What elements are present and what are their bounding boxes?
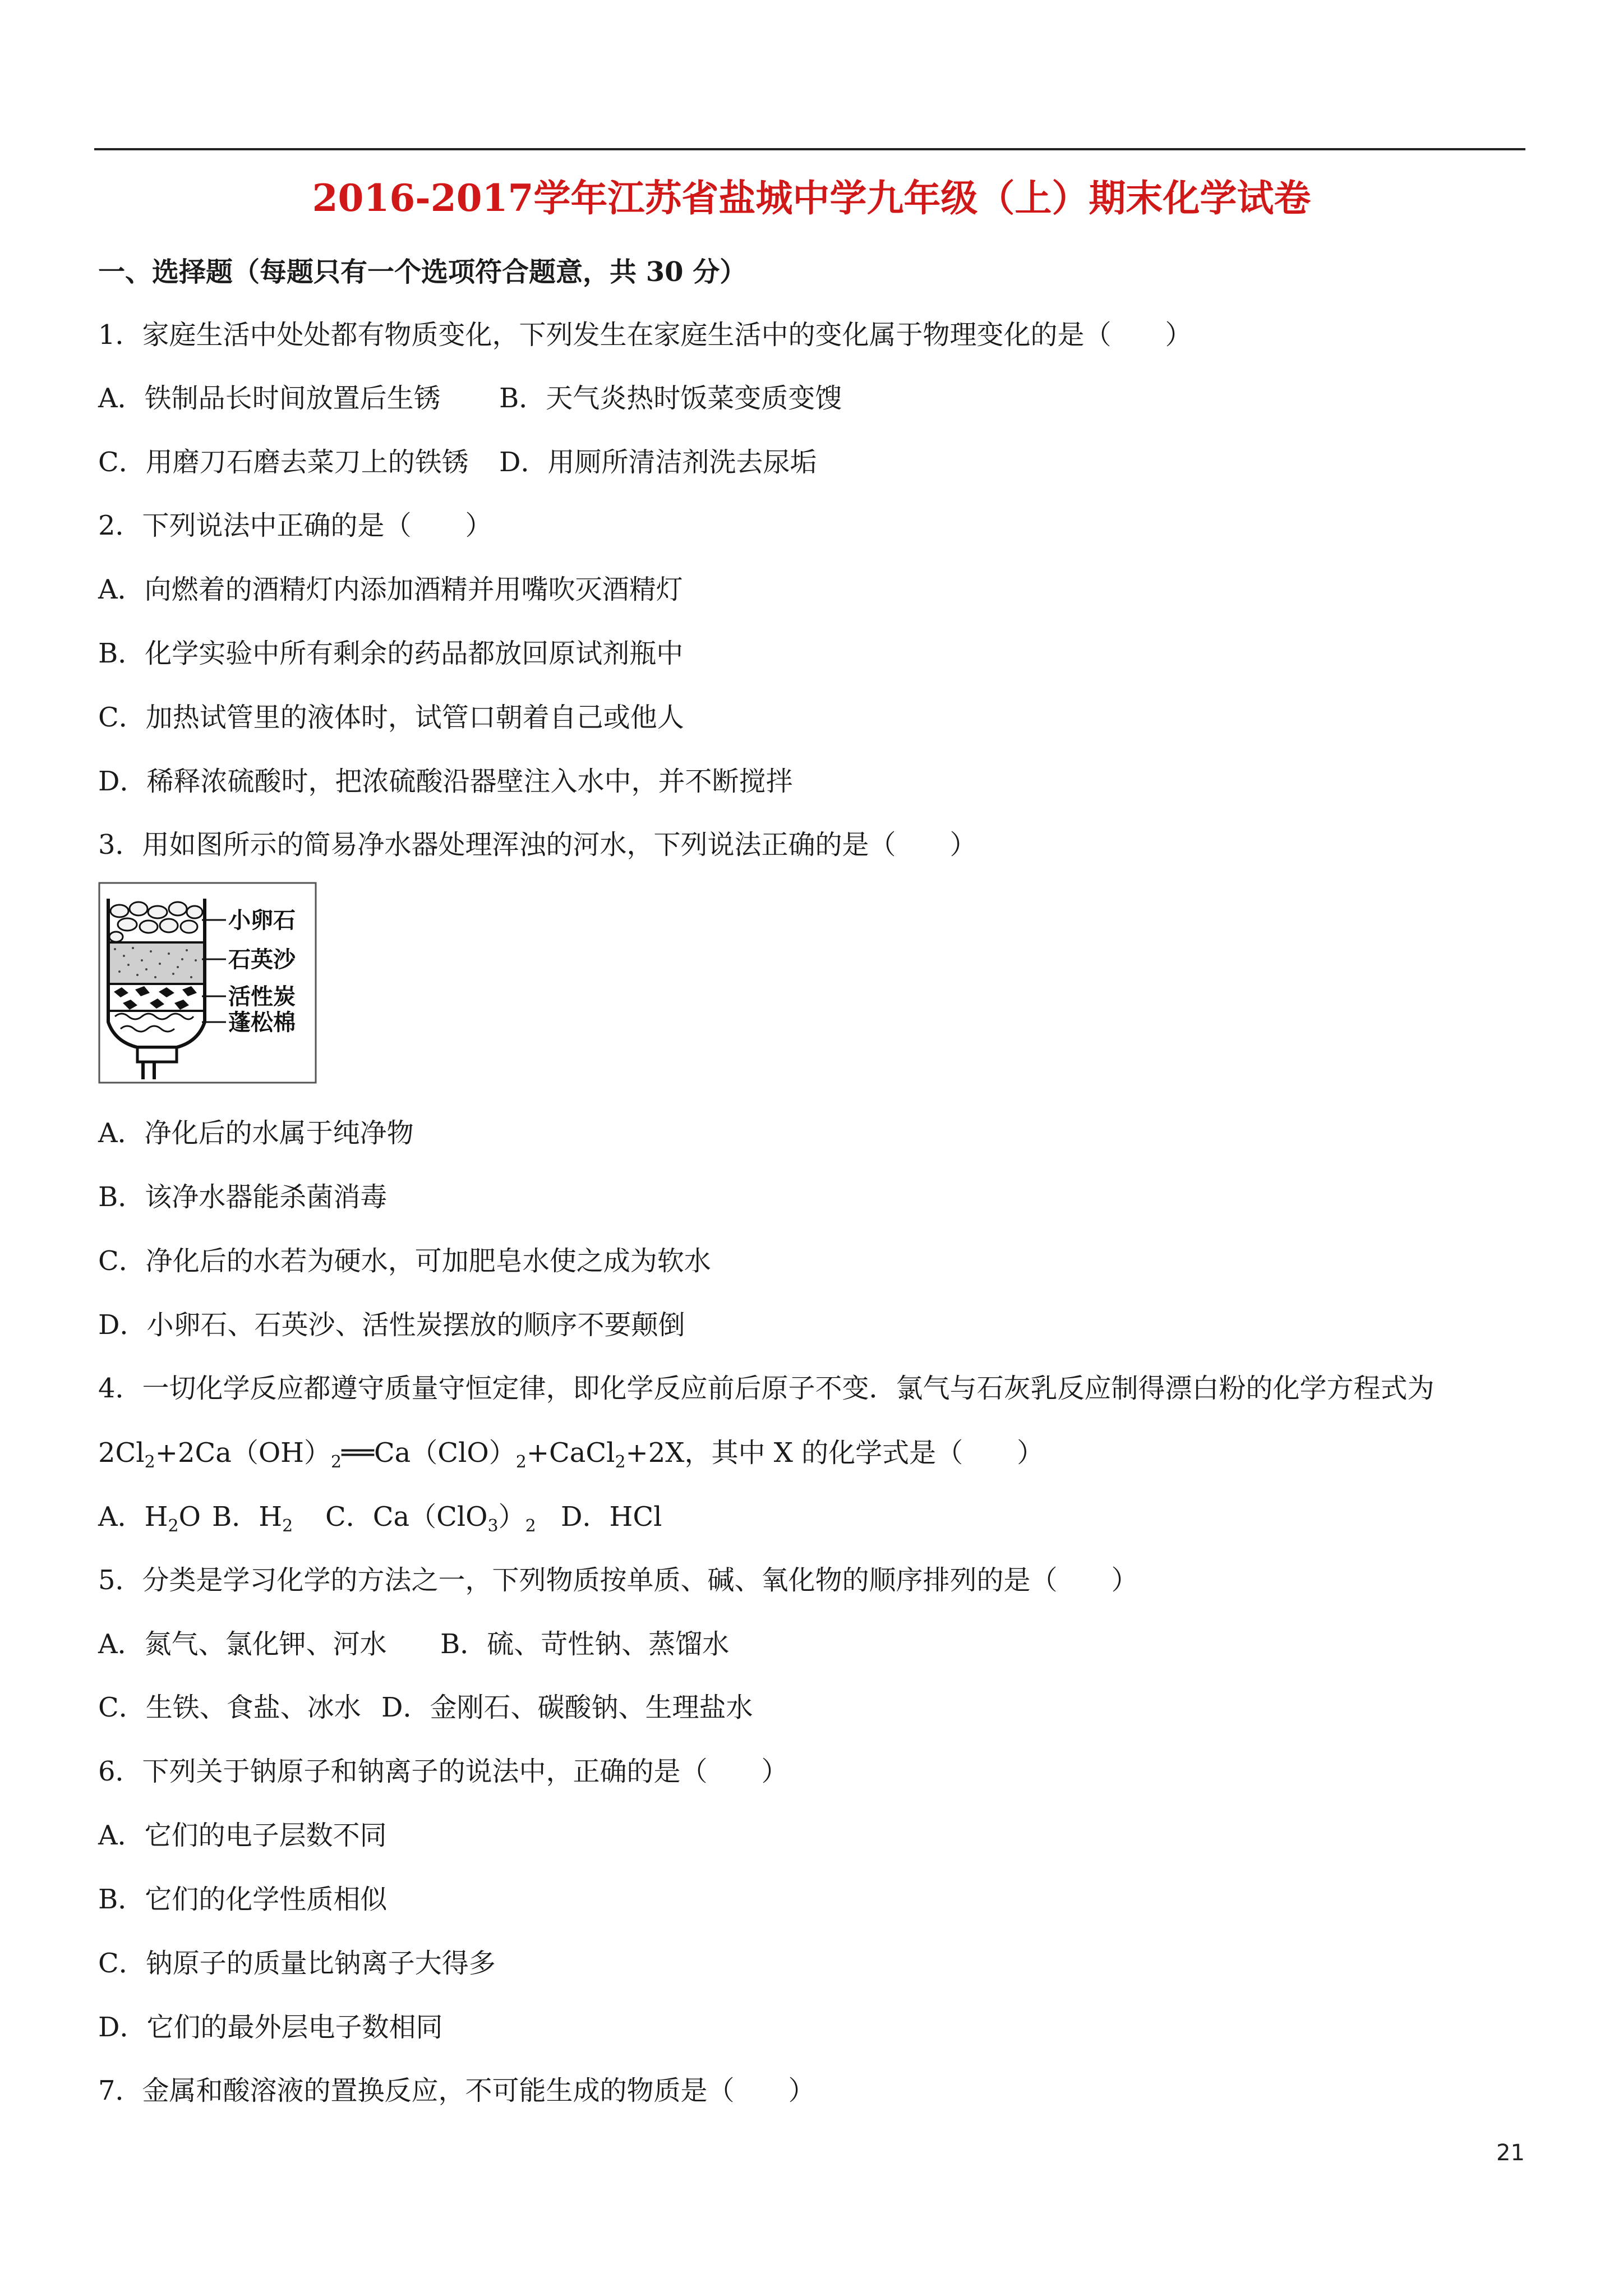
question-5-option-a: A．氮气、氯化钾、河水: [98, 1628, 387, 1660]
question-1-option-b: B．天气炎热时饭菜变质变馊: [499, 383, 842, 414]
page-number: 21: [1496, 2140, 1525, 2166]
question-6-stem: 6．下列关于钠原子和钠离子的说法中，正确的是（ ）: [98, 1756, 789, 1787]
question-5-option-b: B．硫、苛性钠、蒸馏水: [440, 1628, 730, 1660]
figure-label-activated-carbon: 活性炭: [228, 983, 296, 1010]
question-2-option-a: A．向燃着的酒精灯内添加酒精并用嘴吹灭酒精灯: [98, 574, 683, 605]
question-4-equation: [98, 1436, 1044, 1470]
header-rule: [94, 148, 1525, 150]
option-text: C．Ca（ClO: [325, 1501, 488, 1533]
question-3-option-a: A．净化后的水属于纯净物: [98, 1117, 414, 1149]
figure-label-quartz-sand: 石英沙: [228, 946, 296, 973]
question-4-option-c: [325, 1500, 536, 1534]
question-3-option-c: C．净化后的水若为硬水，可加肥皂水使之成为软水: [98, 1245, 711, 1277]
equation-part: +2Ca（OH）: [155, 1437, 331, 1469]
equation-part: 2Cl: [98, 1437, 145, 1469]
subscript: 2: [168, 1516, 179, 1536]
question-1-option-a: A．铁制品长时间放置后生锈: [98, 383, 441, 414]
option-text: B．H: [212, 1501, 283, 1533]
question-6-option-b: B．它们的化学性质相似: [98, 1884, 388, 1915]
section-heading: 一、选择题（每题只有一个选项符合题意，共 30 分）: [98, 256, 747, 288]
equation-part: +CaCl: [526, 1437, 615, 1469]
question-1-stem: 1．家庭生活中处处都有物质变化，下列发生在家庭生活中的变化属于物理变化的是（ ）: [98, 319, 1192, 351]
question-6-option-c: C．钠原子的质量比钠离子大得多: [98, 1948, 496, 1979]
option-text: O: [178, 1501, 201, 1533]
subscript: 2: [615, 1452, 626, 1472]
question-5-option-d: D．金刚石、碳酸钠、生理盐水: [381, 1692, 753, 1723]
question-3-stem: 3．用如图所示的简易净水器处理浑浊的河水，下列说法正确的是（ ）: [98, 829, 977, 861]
question-1-option-d: D．用厕所清洁剂洗去尿垢: [499, 447, 817, 478]
figure-label-pebbles: 小卵石: [228, 907, 296, 933]
question-3-option-d: D．小卵石、石英沙、活性炭摆放的顺序不要颠倒: [98, 1309, 685, 1341]
question-4-option-b: [212, 1500, 293, 1534]
question-5-stem: 5．分类是学习化学的方法之一，下列物质按单质、碱、氧化物的顺序排列的是（ ）: [98, 1565, 1138, 1596]
option-text: A．H: [98, 1501, 168, 1533]
question-6-option-d: D．它们的最外层电子数相同: [98, 2012, 443, 2043]
question-2-option-b: B．化学实验中所有剩余的药品都放回原试剂瓶中: [98, 638, 684, 669]
question-1-option-c: C．用磨刀石磨去菜刀上的铁锈: [98, 447, 469, 478]
question-6-option-a: A．它们的电子层数不同: [98, 1820, 387, 1851]
question-2-option-c: C．加热试管里的液体时，试管口朝着自己或他人: [98, 702, 684, 733]
figure-label-cotton: 蓬松棉: [228, 1009, 296, 1036]
subscript: 2: [144, 1452, 155, 1472]
subscript: 2: [515, 1452, 527, 1472]
subscript: 2: [282, 1516, 293, 1536]
water-purifier-figure: [98, 882, 317, 1084]
question-4-option-d: D．HCl: [561, 1501, 662, 1533]
subscript: 2: [331, 1452, 342, 1472]
page-title: 2016-2017学年江苏省盐城中学九年级（上）期末化学试卷: [312, 176, 1311, 220]
question-7-stem: 7．金属和酸溶液的置换反应，不可能生成的物质是（ ）: [98, 2075, 815, 2106]
equation-part: +2X，其中 X 的化学式是（ ）: [625, 1437, 1044, 1469]
question-2-stem: 2．下列说法中正确的是（ ）: [98, 510, 492, 541]
question-5-option-c: C．生铁、食盐、冰水: [98, 1692, 361, 1723]
option-text: ）: [498, 1501, 525, 1533]
subscript: 2: [525, 1516, 536, 1536]
question-2-option-d: D．稀释浓硫酸时，把浓硫酸沿器壁注入水中，并不断搅拌: [98, 766, 793, 797]
question-3-option-b: B．该净水器能杀菌消毒: [98, 1181, 388, 1213]
question-4-option-a: [98, 1500, 201, 1534]
equation-part: ══Ca（ClO）: [342, 1437, 516, 1469]
subscript: 3: [487, 1516, 499, 1536]
question-4-stem: 4．一切化学反应都遵守质量守恒定律，即化学反应前后原子不变．氯气与石灰乳反应制得漂白粉的化学方程式为: [98, 1373, 1435, 1404]
